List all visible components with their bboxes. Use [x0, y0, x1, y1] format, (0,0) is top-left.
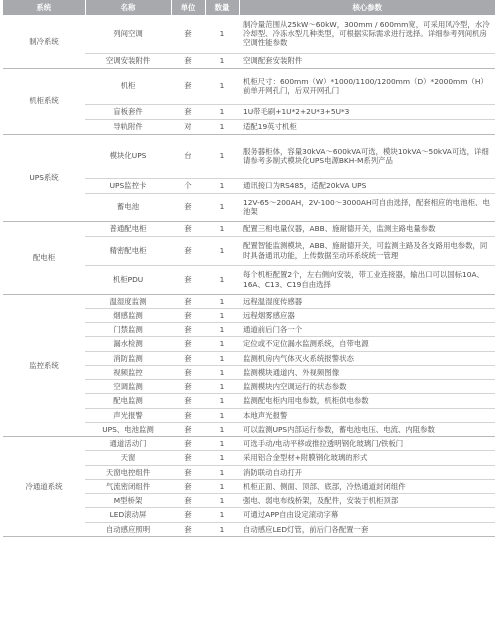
system-cell: 机柜系统 — [3, 68, 85, 134]
item-desc: 配置三相电量仪器，ABB、施耐德开关，监测主路电量参数 — [239, 221, 495, 236]
item-name: 列间空调 — [85, 15, 171, 53]
item-unit: 套 — [171, 193, 205, 221]
item-unit: 套 — [171, 265, 205, 294]
item-name: 气流密闭组件 — [85, 479, 171, 493]
item-name: 声光报警 — [85, 408, 171, 422]
item-qty: 1 — [205, 104, 239, 119]
item-unit: 套 — [171, 294, 205, 308]
item-name: 配电监测 — [85, 394, 171, 408]
item-name: 空调监测 — [85, 380, 171, 394]
item-qty: 1 — [205, 323, 239, 337]
item-qty: 1 — [205, 494, 239, 508]
item-unit: 套 — [171, 522, 205, 536]
item-unit: 套 — [171, 351, 205, 365]
item-desc: 配置智能监测模块，ABB、施耐德开关，可监测主路及各支路用电参数，同时具备通讯功能，上传数据至动环系统统一管理 — [239, 236, 495, 265]
item-desc: 监测配电柜内用电参数，机柜供电参数 — [239, 394, 495, 408]
item-unit: 套 — [171, 422, 205, 436]
item-name: UPS监控卡 — [85, 178, 171, 193]
item-qty: 1 — [205, 294, 239, 308]
item-unit: 套 — [171, 104, 205, 119]
item-desc: 本地声光报警 — [239, 408, 495, 422]
item-unit: 套 — [171, 365, 205, 379]
item-desc: 每个机柜配置2个，左右侧向安装，带工业连接器，输出口可以国标10A、16A、C13、C19自由选择 — [239, 265, 495, 294]
item-name: 通道活动门 — [85, 437, 171, 451]
item-unit: 套 — [171, 68, 205, 104]
item-name: 天窗 — [85, 451, 171, 465]
item-qty: 1 — [205, 437, 239, 451]
item-desc: 服务器柜体，容量30kVA～600kVA可选，模块10kVA～50kVA可选，详细请参考多制式模块化UPS电源BKH-M系列产品 — [239, 134, 495, 178]
item-name: 自动感应照明 — [85, 522, 171, 536]
item-qty: 1 — [205, 479, 239, 493]
item-qty: 1 — [205, 15, 239, 53]
item-unit: 套 — [171, 437, 205, 451]
system-cell: 冷通道系统 — [3, 437, 85, 537]
item-unit: 套 — [171, 494, 205, 508]
item-qty: 1 — [205, 522, 239, 536]
item-qty: 1 — [205, 236, 239, 265]
item-desc: 定位或不定位漏水监测系统，自带电源 — [239, 337, 495, 351]
item-unit: 套 — [171, 236, 205, 265]
item-name: 普通配电柜 — [85, 221, 171, 236]
item-unit: 套 — [171, 53, 205, 68]
item-name: 天窗电控组件 — [85, 465, 171, 479]
item-name: M型桥架 — [85, 494, 171, 508]
item-qty: 1 — [205, 193, 239, 221]
system-cell: UPS系统 — [3, 134, 85, 221]
item-desc: 制冷量范围从25kW～60kW，300mm / 600mm宽，可采用风冷型，水冷冷却型、冷冻水型几种类型，可根据实际需求进行选择。详细参考列间机房空调性能参数 — [239, 15, 495, 53]
item-desc: 采用铝合金型材+附膜钢化玻璃的形式 — [239, 451, 495, 465]
item-name: UPS、电池监测 — [85, 422, 171, 436]
item-desc: 自动感应LED灯管，前后门各配置一套 — [239, 522, 495, 536]
item-desc: 可选手动/电动平移或推拉透明钢化玻璃门/铁板门 — [239, 437, 495, 451]
item-name: 漏水检测 — [85, 337, 171, 351]
item-desc: 消防联动自动打开 — [239, 465, 495, 479]
item-unit: 个 — [171, 178, 205, 193]
item-name: 导轨附件 — [85, 119, 171, 134]
item-qty: 1 — [205, 408, 239, 422]
item-name: 烟感监测 — [85, 308, 171, 322]
item-name: 蓄电池 — [85, 193, 171, 221]
item-unit: 对 — [171, 119, 205, 134]
item-desc: 强电、弱电布线桥架，及配件，安装于机柜顶部 — [239, 494, 495, 508]
item-unit: 套 — [171, 451, 205, 465]
item-name: 空调安装附件 — [85, 53, 171, 68]
item-desc: 监测机房内气体灭火系统报警状态 — [239, 351, 495, 365]
item-qty: 1 — [205, 465, 239, 479]
spec-table — [3, 0, 495, 537]
header-core-params: 核心参数 — [239, 0, 495, 15]
item-desc: 通道前后门各一个 — [239, 323, 495, 337]
item-desc: 1U带毛刷+1U*2+2U*3+5U*3 — [239, 104, 495, 119]
item-unit: 套 — [171, 508, 205, 522]
item-desc: 可以监测UPS内部运行参数，蓄电池电压、电流、内阻参数 — [239, 422, 495, 436]
item-unit: 套 — [171, 308, 205, 322]
item-qty: 1 — [205, 265, 239, 294]
item-qty: 1 — [205, 119, 239, 134]
item-qty: 1 — [205, 221, 239, 236]
item-name: 机柜 — [85, 68, 171, 104]
item-unit: 套 — [171, 394, 205, 408]
system-cell: 制冷系统 — [3, 15, 85, 68]
item-qty: 1 — [205, 308, 239, 322]
header-system: 系统 — [3, 0, 85, 15]
spec-table-body — [3, 15, 495, 536]
item-name: 温湿度监测 — [85, 294, 171, 308]
item-qty: 1 — [205, 365, 239, 379]
item-desc: 远程温湿度传感器 — [239, 294, 495, 308]
item-qty: 1 — [205, 380, 239, 394]
item-qty: 1 — [205, 508, 239, 522]
item-unit: 套 — [171, 479, 205, 493]
item-qty: 1 — [205, 394, 239, 408]
item-unit: 套 — [171, 323, 205, 337]
item-unit: 台 — [171, 134, 205, 178]
table-row — [3, 134, 495, 178]
item-name: 模块化UPS — [85, 134, 171, 178]
item-name: 门禁监测 — [85, 323, 171, 337]
table-row — [3, 294, 495, 308]
item-desc: 通讯接口为RS485，适配20kVA UPS — [239, 178, 495, 193]
item-qty: 1 — [205, 351, 239, 365]
table-row — [3, 68, 495, 104]
item-desc: 机柜正面、侧面、顶部、底部，冷热通道封闭组件 — [239, 479, 495, 493]
item-desc: 可通过APP自由设定滚动字幕 — [239, 508, 495, 522]
header-qty: 数量 — [205, 0, 239, 15]
item-desc: 12V-65～200AH，2V-100～3000AH可自由选择，配套相应的电池柜、电池架 — [239, 193, 495, 221]
item-desc: 监测模块内空调运行的状态参数 — [239, 380, 495, 394]
item-unit: 套 — [171, 337, 205, 351]
table-row — [3, 221, 495, 236]
item-qty: 1 — [205, 337, 239, 351]
item-qty: 1 — [205, 53, 239, 68]
item-name: 视频监控 — [85, 365, 171, 379]
item-desc: 适配19英寸机柜 — [239, 119, 495, 134]
item-desc: 远程烟雾感应器 — [239, 308, 495, 322]
item-unit: 套 — [171, 221, 205, 236]
spec-table-header — [3, 0, 495, 15]
header-unit: 单位 — [171, 0, 205, 15]
item-unit: 套 — [171, 15, 205, 53]
item-qty: 1 — [205, 178, 239, 193]
item-name: 消防监测 — [85, 351, 171, 365]
item-qty: 1 — [205, 134, 239, 178]
table-row — [3, 437, 495, 451]
item-unit: 套 — [171, 465, 205, 479]
item-name: 机柜PDU — [85, 265, 171, 294]
item-name: 精密配电柜 — [85, 236, 171, 265]
item-desc: 空调配套安装附件 — [239, 53, 495, 68]
header-name: 名称 — [85, 0, 171, 15]
item-desc: 监测模块通道内、外视频图像 — [239, 365, 495, 379]
item-desc: 机柜尺寸：600mm（W）*1000/1100/1200mm（D）*2000mm（H）前单开网孔门，后双开网孔门 — [239, 68, 495, 104]
item-name: LED滚动屏 — [85, 508, 171, 522]
item-qty: 1 — [205, 68, 239, 104]
item-name: 盲板套件 — [85, 104, 171, 119]
table-row — [3, 15, 495, 53]
system-cell: 监控系统 — [3, 294, 85, 437]
item-unit: 套 — [171, 408, 205, 422]
item-qty: 1 — [205, 422, 239, 436]
system-cell: 配电柜 — [3, 221, 85, 294]
item-unit: 套 — [171, 380, 205, 394]
item-qty: 1 — [205, 451, 239, 465]
